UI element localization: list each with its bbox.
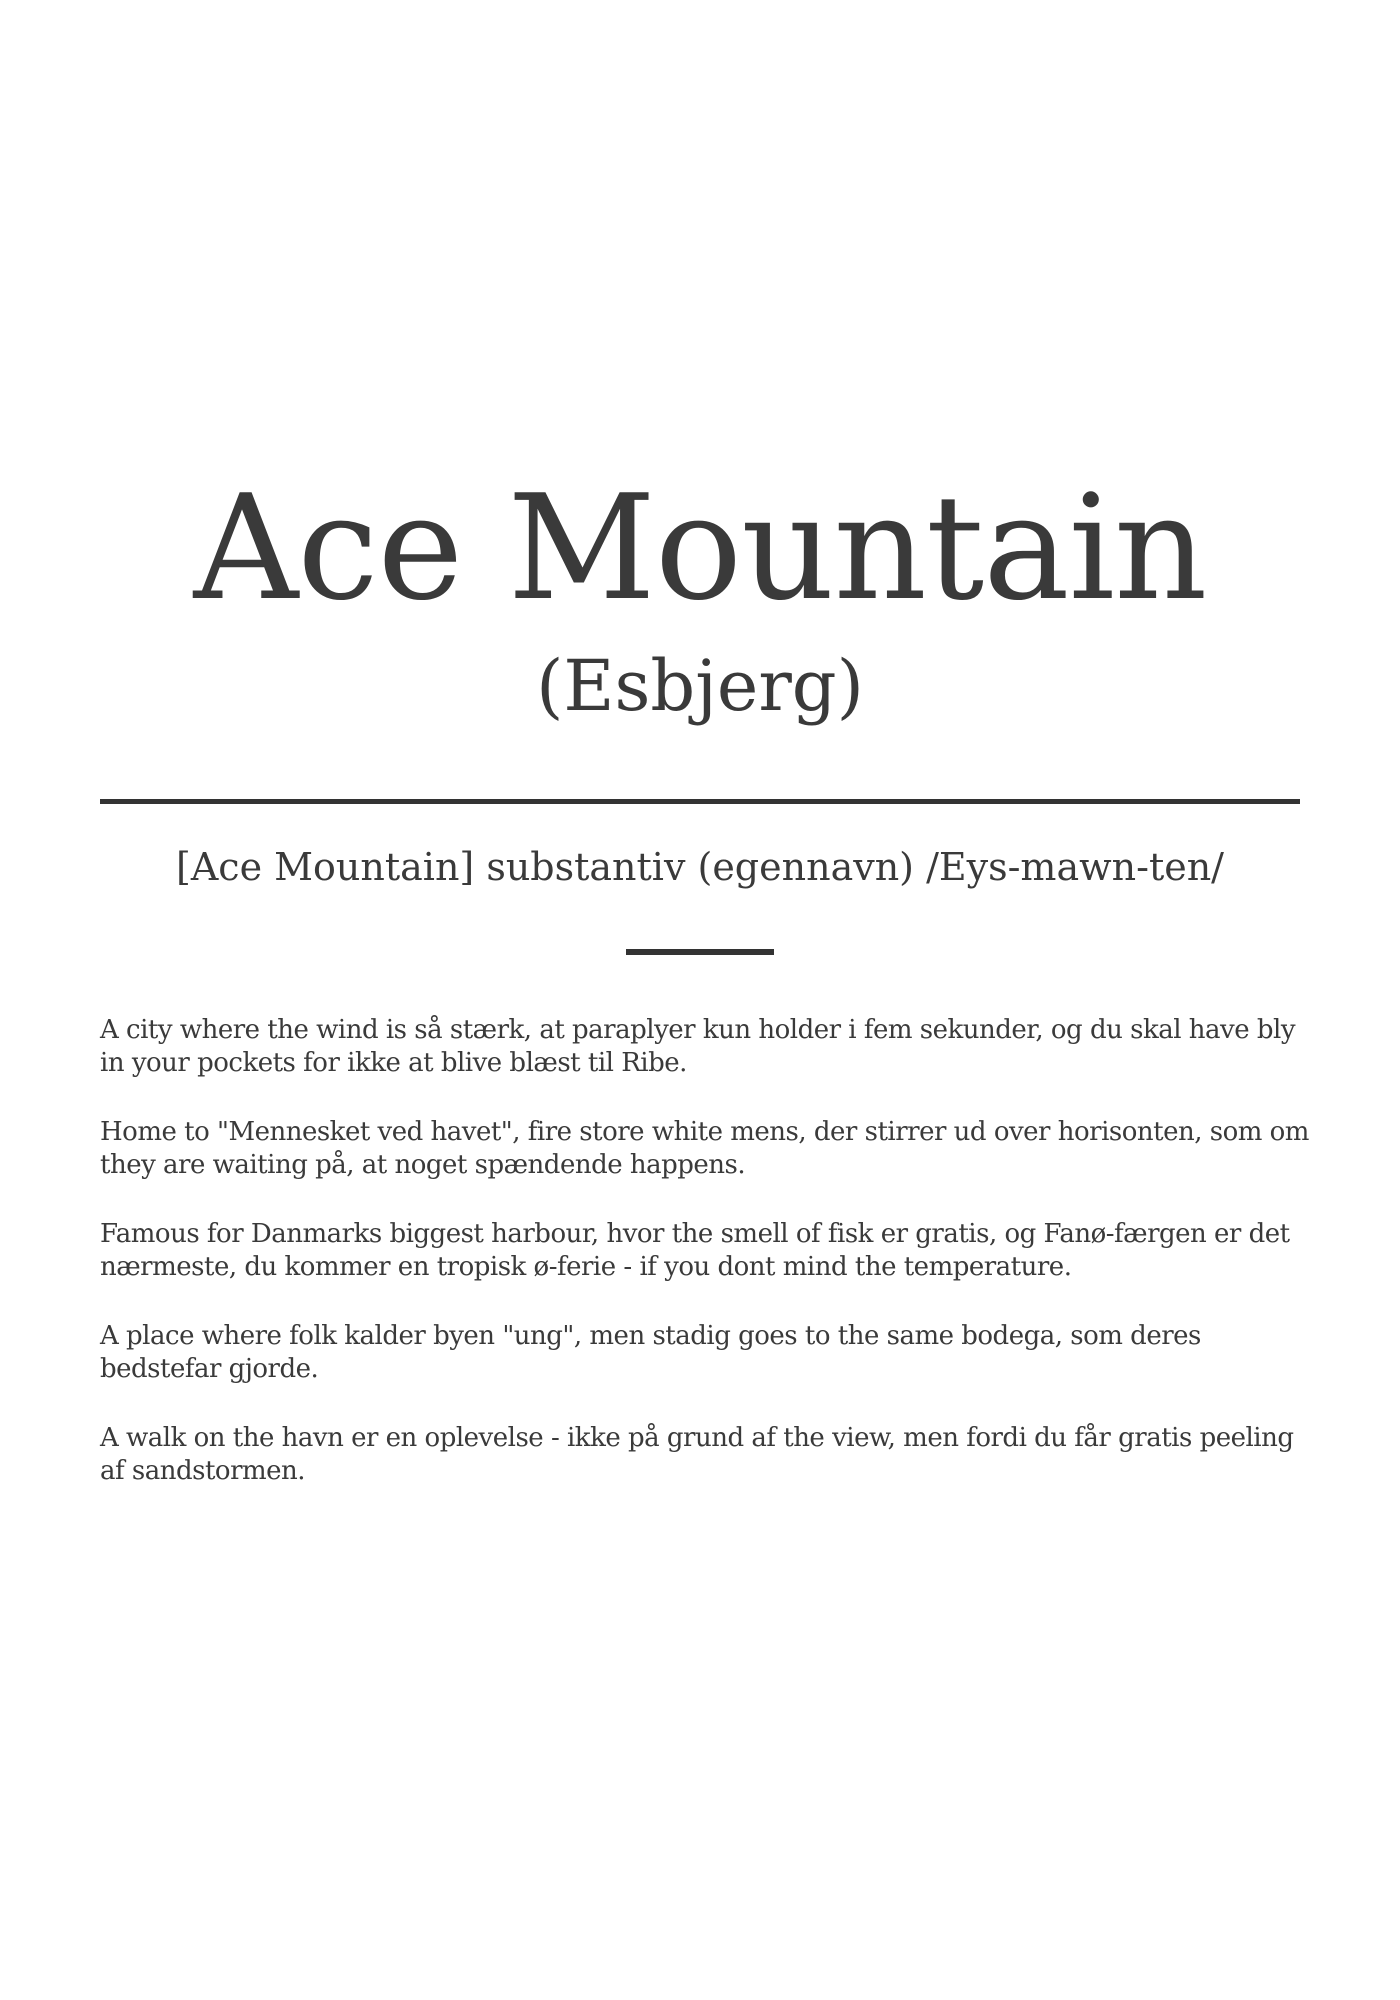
definition-paragraph-5: A walk on the havn er en oplevelse - ikke på grund af the view, men fordi du får gratis peeling af sandstormen. xyxy=(100,1423,1294,1486)
pronunciation-line: [Ace Mountain] substantiv (egennavn) /Eys-mawn-ten/ xyxy=(176,845,1224,889)
main-divider-rule xyxy=(100,799,1300,804)
definition-paragraph-3: Famous for Danmarks biggest harbour, hvor the smell of fisk er gratis, og Fanø-færgen er det nærmeste, du kommer en tropisk ø-ferie - if you dont mind the temperature. xyxy=(100,1219,1290,1282)
definition-paragraph-1: A city where the wind is så stærk, at paraplyer kun holder i fem sekunder, og du skal have bly in your pockets for ikke at blive blæst til Ribe. xyxy=(100,1015,1296,1078)
poster-title: Ace Mountain xyxy=(193,464,1207,633)
definition-paragraph-4: A place where folk kalder byen "ung", men stadig goes to the same bodega, som deres bedstefar gjorde. xyxy=(100,1321,1201,1384)
definition-paragraph-2: Home to "Mennesket ved havet", fire store white mens, der stirrer ud over horisonten, som om they are waiting på, at noget spændende happens. xyxy=(100,1117,1309,1180)
small-divider-rule xyxy=(626,949,774,955)
poster-subtitle: (Esbjerg) xyxy=(536,645,864,727)
definition-paragraphs xyxy=(100,1014,1310,1524)
